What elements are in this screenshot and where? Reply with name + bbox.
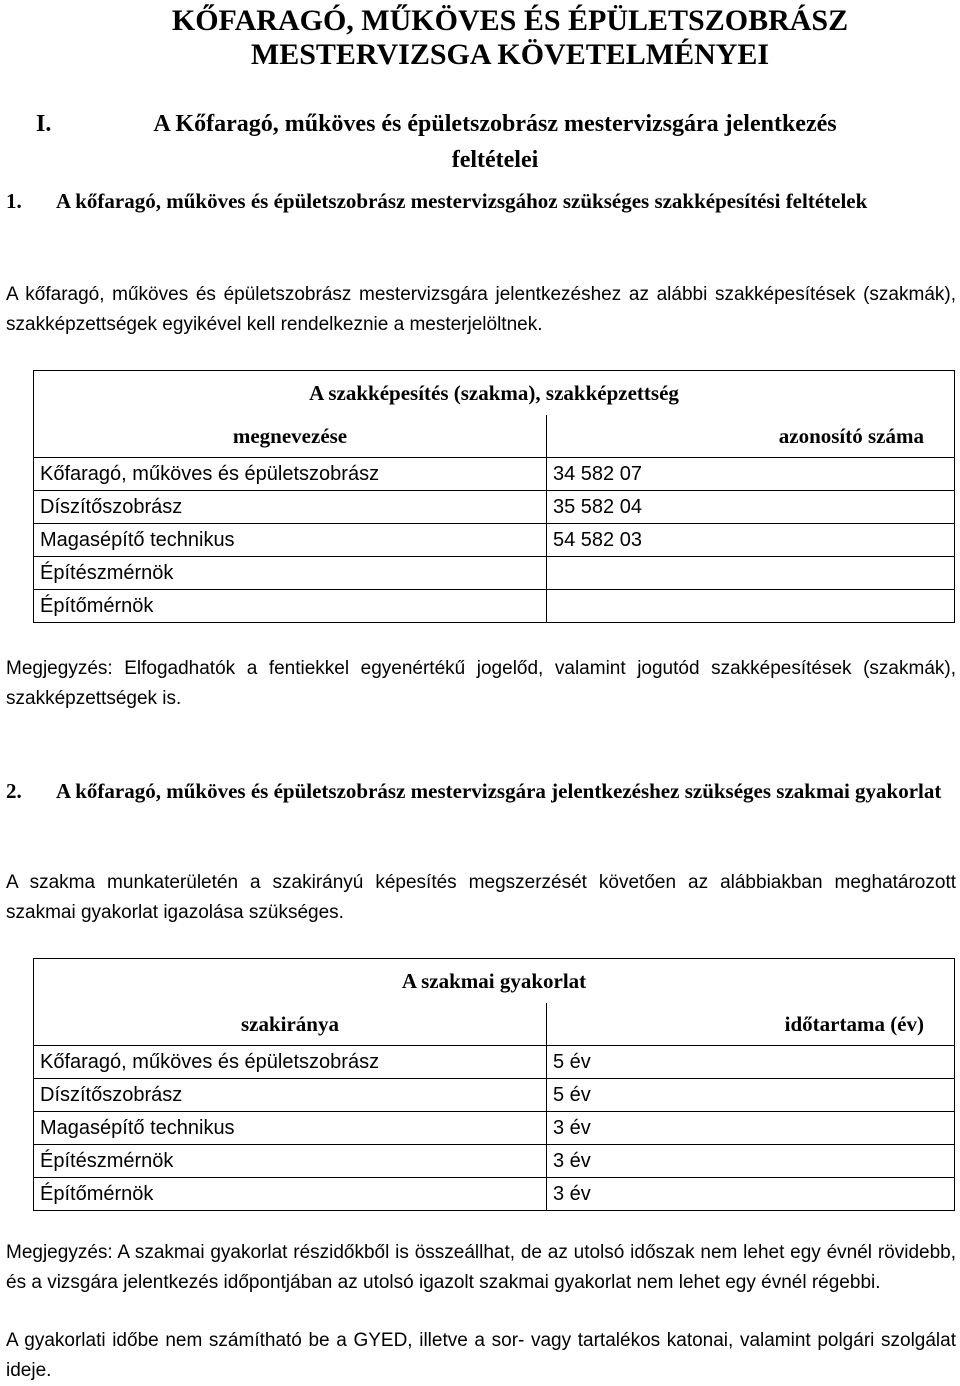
practice-direction: Kőfaragó, műköves és épületszobrász: [34, 1046, 547, 1079]
section-1-number: I.: [36, 111, 52, 137]
subsection-1-heading: [6, 186, 956, 217]
qualification-code: 35 582 04: [547, 491, 656, 524]
paragraph-qualifications: A kőfaragó, műköves és épületszobrász mestervizsgára jelentkezéshez az alábbi szakképesítések (szakmák), szakképzettségek egyikével kell rendelkeznie a mesterjelöltnek.: [6, 284, 956, 335]
qualifications-table: [33, 370, 955, 623]
qualification-code: [547, 590, 656, 623]
table-row: [34, 491, 955, 524]
table-row: [34, 1178, 955, 1211]
title-line-2: MESTERVIZSGA KÖVETELMÉNYEI: [250, 38, 770, 71]
qualification-code: [547, 557, 656, 590]
practice-duration: 3 év: [547, 1112, 656, 1145]
qualification-name: Díszítőszobrász: [34, 491, 547, 524]
table-cell-empty: [655, 491, 955, 524]
practice-table-header-row: [34, 959, 955, 1004]
table-row: [34, 557, 955, 590]
qualifications-table-header: A szakképesítés (szakma), szakképzettség: [34, 371, 955, 416]
practice-table: [33, 958, 955, 1211]
subsection-1-text: A kőfaragó, műköves és épületszobrász mestervizsgához szükséges szakképesítési feltételek: [56, 189, 868, 213]
table-cell-empty: [655, 1178, 955, 1211]
qualifications-col-code: azonosító száma: [547, 415, 955, 458]
document-title: [0, 4, 960, 72]
table-row: [34, 524, 955, 557]
note-practice-periods: Megjegyzés: A szakmai gyakorlat részidőkből is összeállhat, de az utolsó időszak nem lehet egy évnél rövidebb, és a vizsgára jelentkezés időpontjában az utolsó igazolt szakmai gyakorlat nem lehet egy évnél régebbi.: [6, 1242, 956, 1293]
table-cell-empty: [655, 1046, 955, 1079]
qualifications-table-header-row: [34, 371, 955, 416]
section-1-heading: [30, 106, 960, 178]
table-cell-empty: [655, 1079, 955, 1112]
table-row: [34, 1145, 955, 1178]
qualification-name: Magasépítő technikus: [34, 524, 547, 557]
table-cell-empty: [655, 1112, 955, 1145]
title-line-1: KŐFARAGÓ, MŰKÖVES ÉS ÉPÜLETSZOBRÁSZ: [171, 4, 849, 37]
subsection-2-text: A kőfaragó, műköves és épületszobrász mestervizsgára jelentkezéshez szükséges szakmai gyakorlat: [56, 779, 942, 803]
section-1-line-1: A Kőfaragó, műköves és épületszobrász mestervizsgára jelentkezés: [153, 111, 837, 137]
table-cell-empty: [655, 590, 955, 623]
table-cell-empty: [655, 557, 955, 590]
table-cell-empty: [655, 458, 955, 491]
section-1-line-2: feltételei: [451, 147, 539, 173]
qualification-name: Építőmérnök: [34, 590, 547, 623]
qualification-code: 34 582 07: [547, 458, 656, 491]
note-equivalent-qualifications: Megjegyzés: Elfogadhatók a fentiekkel egyenértékű jogelőd, valamint jogutód szakképesítések (szakmák), szakképzettségek is.: [6, 658, 956, 709]
subsection-2-number: 2.: [6, 779, 22, 803]
practice-direction: Építészmérnök: [34, 1145, 547, 1178]
qualifications-table-subheader-row: [34, 415, 955, 458]
practice-table-subheader-row: [34, 1003, 955, 1046]
table-cell-empty: [655, 524, 955, 557]
table-row: [34, 1112, 955, 1145]
qualification-name: Építészmérnök: [34, 557, 547, 590]
practice-col-direction: szakiránya: [34, 1003, 547, 1046]
qualification-code: 54 582 03: [547, 524, 656, 557]
table-cell-empty: [655, 1145, 955, 1178]
practice-duration: 3 év: [547, 1145, 656, 1178]
subsection-1-number: 1.: [6, 189, 22, 213]
practice-table-header: A szakmai gyakorlat: [34, 959, 955, 1004]
table-row: [34, 1046, 955, 1079]
practice-direction: Építőmérnök: [34, 1178, 547, 1211]
table-row: [34, 458, 955, 491]
practice-direction: Magasépítő technikus: [34, 1112, 547, 1145]
subsection-2-heading: [6, 776, 956, 807]
practice-direction: Díszítőszobrász: [34, 1079, 547, 1112]
paragraph-practice: A szakma munkaterületén a szakirányú képesítés megszerzését követően az alábbiakban meghatározott szakmai gyakorlat igazolása szükséges.: [6, 872, 956, 923]
qualification-name: Kőfaragó, műköves és épületszobrász: [34, 458, 547, 491]
table-row: [34, 590, 955, 623]
practice-duration: 5 év: [547, 1079, 656, 1112]
practice-duration: 3 év: [547, 1178, 656, 1211]
note-excluded-periods: A gyakorlati időbe nem számítható be a GYED, illetve a sor- vagy tartalékos katonai, valamint polgári szolgálat ideje.: [6, 1330, 956, 1381]
table-row: [34, 1079, 955, 1112]
practice-col-duration: időtartama (év): [547, 1003, 955, 1046]
practice-duration: 5 év: [547, 1046, 656, 1079]
qualifications-col-name: megnevezése: [34, 415, 547, 458]
